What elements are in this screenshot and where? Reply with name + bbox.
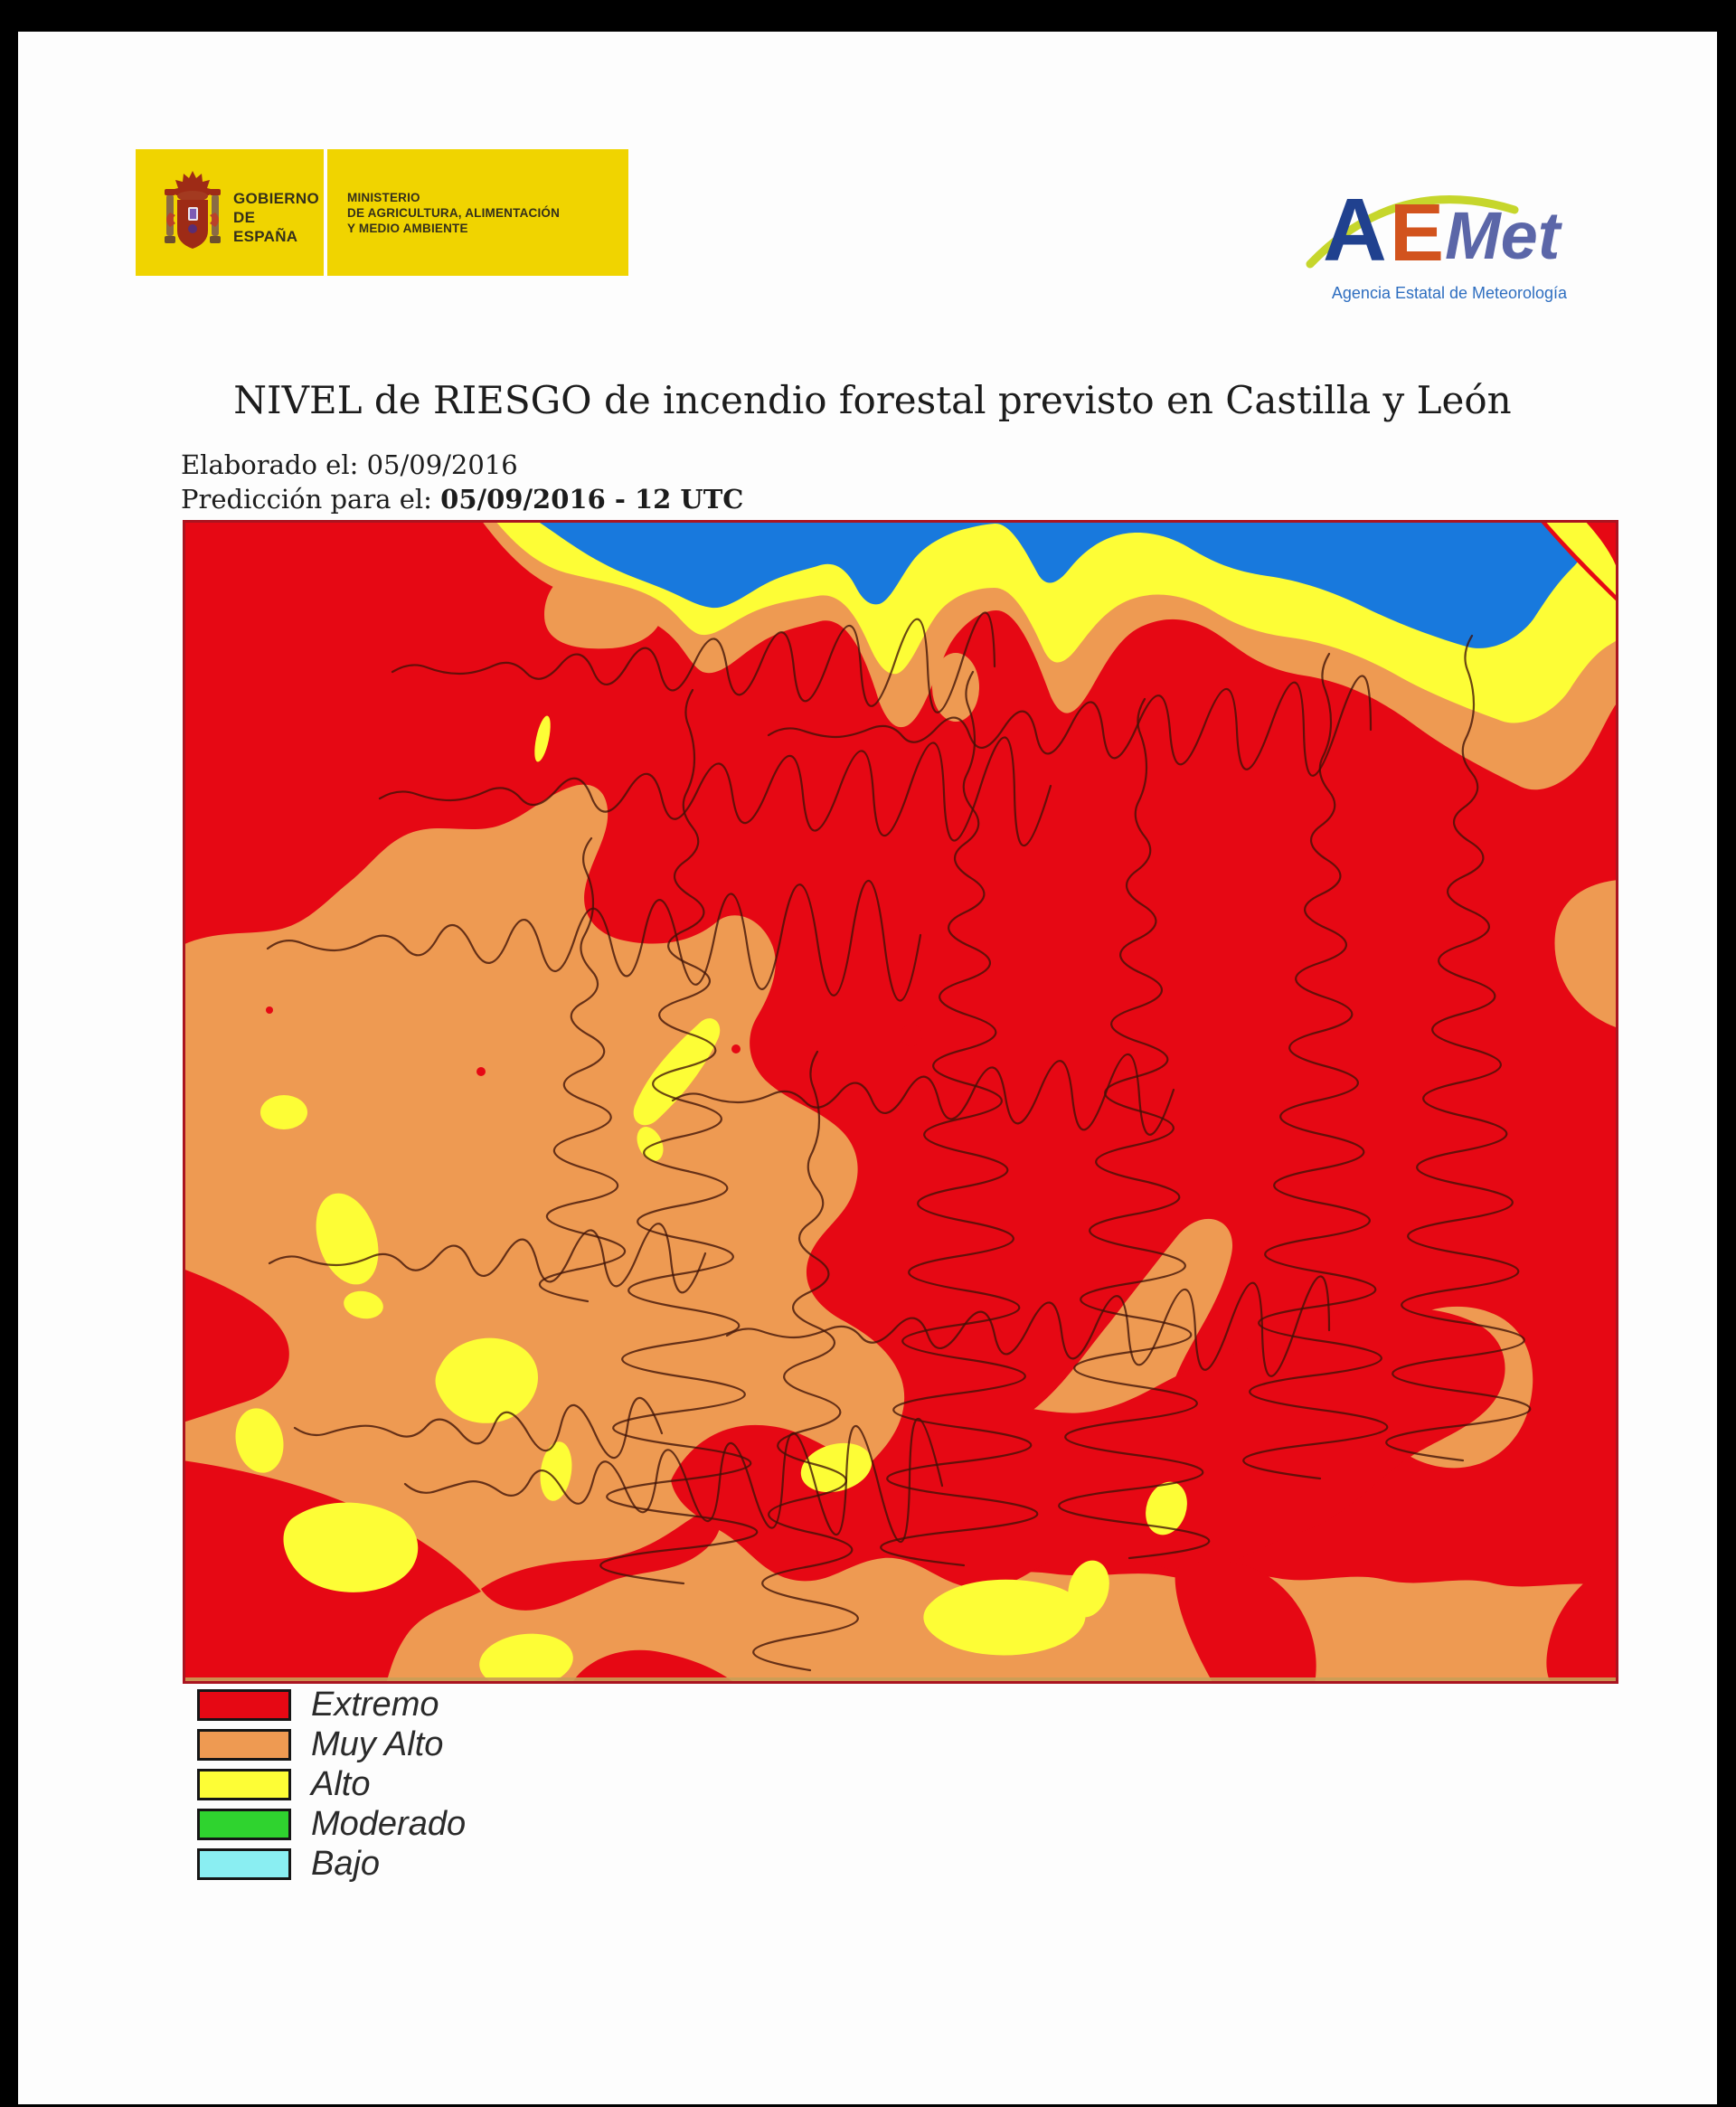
legend-row — [197, 1805, 467, 1843]
legend-swatch — [197, 1689, 291, 1721]
document-page — [18, 32, 1717, 2104]
prediccion-label: Predicción para el: — [181, 484, 432, 515]
gobierno-name-line2: DE ESPAÑA — [233, 209, 298, 245]
legend-label: Extremo — [311, 1686, 439, 1724]
ministry-block — [327, 149, 628, 276]
elaborado-value: 05/09/2016 — [366, 449, 518, 480]
risk-legend — [197, 1686, 467, 1888]
legend-row — [197, 1686, 466, 1724]
aemet-letter-a: A — [1323, 180, 1387, 279]
ministry-line1: MINISTERIO — [347, 190, 420, 204]
legend-label: Moderado — [311, 1805, 467, 1843]
aemet-subtitle: Agencia Estatal de Meteorología — [1331, 284, 1568, 302]
prediccion-line — [181, 482, 743, 516]
legend-label: Alto — [311, 1765, 371, 1803]
gobierno-logo-left — [136, 149, 324, 276]
elaborado-line — [181, 448, 743, 482]
legend-swatch — [197, 1809, 291, 1840]
ministry-line2: DE AGRICULTURA, ALIMENTACIÓN — [347, 205, 561, 220]
legend-swatch — [197, 1769, 291, 1800]
ministry-line3: Y MEDIO AMBIENTE — [347, 221, 468, 235]
date-meta — [181, 448, 743, 516]
spain-coat-of-arms-icon — [163, 169, 222, 258]
legend-swatch — [197, 1848, 291, 1880]
gobierno-name — [233, 189, 324, 246]
risk-map — [183, 520, 1618, 1684]
legend-label: Muy Alto — [311, 1725, 444, 1763]
elaborado-label: Elaborado el: — [181, 449, 359, 480]
legend-label: Bajo — [311, 1845, 381, 1883]
legend-row — [197, 1765, 466, 1803]
legend-row — [197, 1725, 466, 1763]
gobierno-name-line1: GOBIERNO — [233, 190, 319, 207]
legend-row — [197, 1845, 466, 1883]
aemet-logo — [1297, 154, 1600, 312]
aemet-letters-met: Met — [1445, 198, 1561, 273]
gobierno-espana-logo — [136, 149, 628, 276]
prediccion-value: 05/09/2016 - 12 UTC — [440, 484, 744, 515]
aemet-letter-e: E — [1390, 188, 1445, 279]
page-title: NIVEL de RIESGO de incendio forestal previsto en Castilla y León — [233, 378, 1512, 422]
legend-swatch — [197, 1729, 291, 1761]
